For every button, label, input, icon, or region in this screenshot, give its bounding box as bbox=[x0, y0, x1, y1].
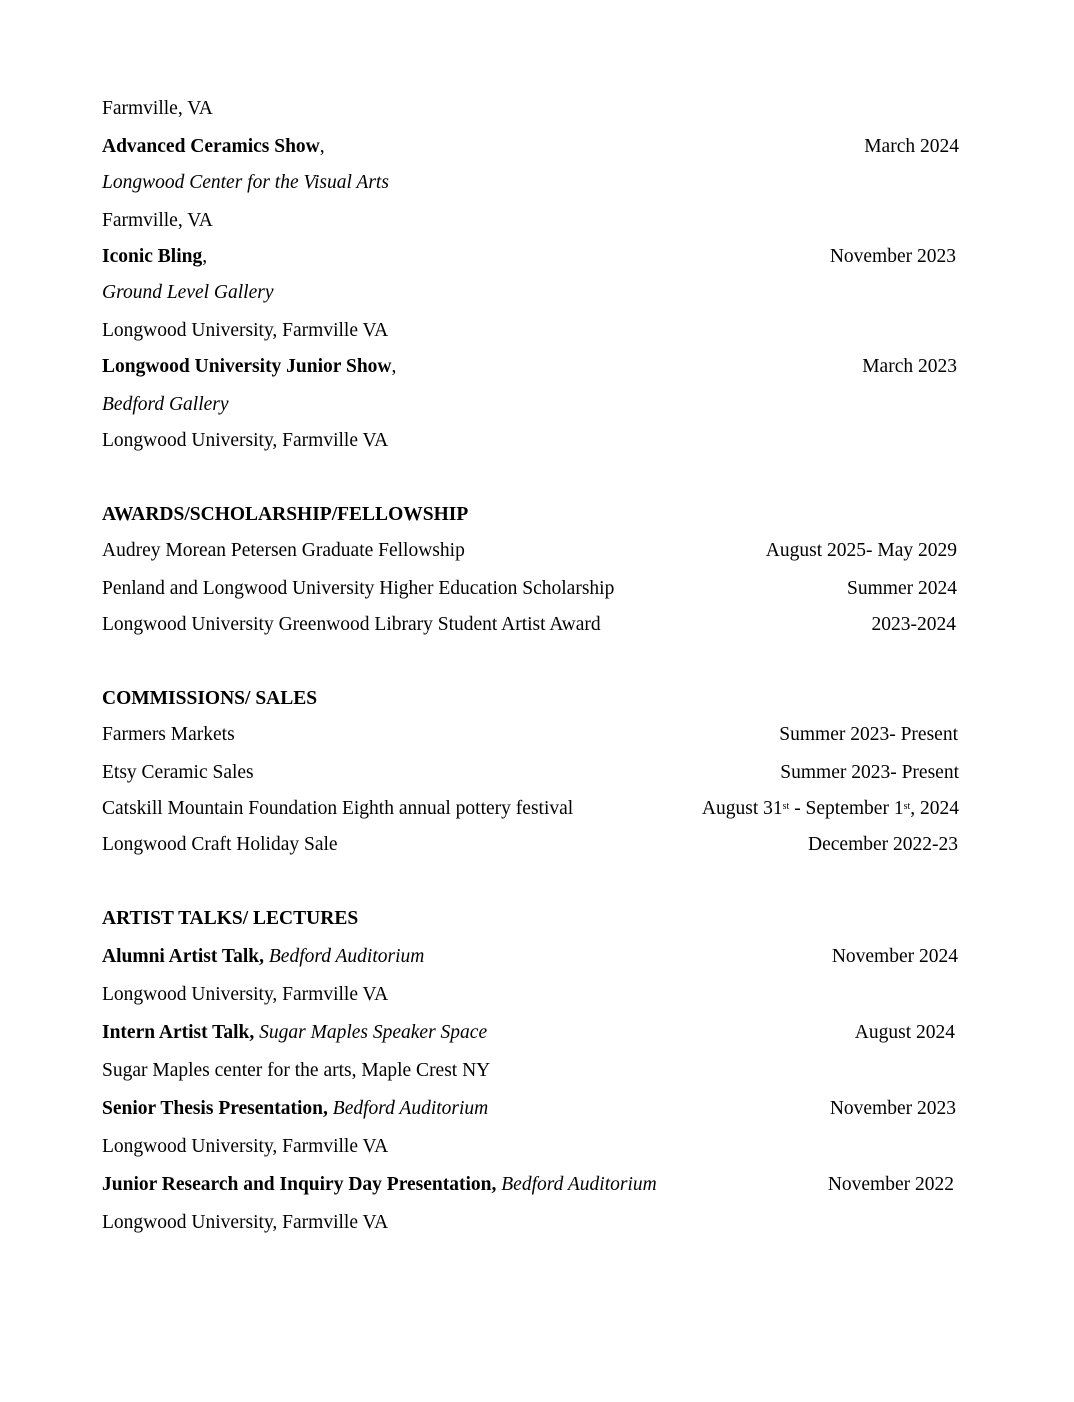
date-part: - September 1 bbox=[789, 798, 904, 819]
exhibition-date: March 2023 bbox=[862, 356, 957, 377]
commission-name: Farmers Markets bbox=[102, 724, 235, 745]
award-name: Audrey Morean Petersen Graduate Fellowship bbox=[102, 540, 465, 561]
award-date: 2023-2024 bbox=[871, 614, 956, 635]
exhibition-title-line bbox=[102, 245, 207, 269]
talk-date: November 2024 bbox=[831, 946, 958, 967]
exhibition-title: Iconic Bling bbox=[102, 246, 203, 267]
commission-date bbox=[702, 797, 959, 821]
ordinal-suffix: st bbox=[782, 801, 790, 812]
award-name: Penland and Longwood University Higher Education Scholarship bbox=[102, 578, 615, 599]
commission-name: Etsy Ceramic Sales bbox=[102, 762, 254, 783]
award-date: Summer 2024 bbox=[847, 578, 957, 599]
talk-venue: Sugar Maples Speaker Space bbox=[259, 1022, 488, 1043]
exhibition-venue: Bedford Gallery bbox=[102, 394, 229, 415]
exhibition-date: November 2023 bbox=[829, 246, 956, 267]
talk-title-line bbox=[102, 945, 424, 969]
exhibition-title-sep: , bbox=[391, 356, 397, 377]
exhibition-title: Advanced Ceramics Show bbox=[102, 136, 320, 157]
exhibition-location: Farmville, VA bbox=[102, 210, 213, 231]
talk-title: Alumni Artist Talk, bbox=[102, 946, 265, 967]
talk-location: Sugar Maples center for the arts, Maple Crest NY bbox=[102, 1060, 491, 1081]
section-heading-awards: AWARDS/SCHOLARSHIP/FELLOWSHIP bbox=[102, 504, 469, 525]
talk-venue: Bedford Auditorium bbox=[332, 1098, 489, 1119]
talk-title: Intern Artist Talk, bbox=[102, 1022, 255, 1043]
talk-title: Senior Thesis Presentation, bbox=[102, 1098, 328, 1119]
section-heading-talks: ARTIST TALKS/ LECTURES bbox=[102, 908, 359, 929]
award-date: August 2025- May 2029 bbox=[765, 540, 957, 561]
date-part: August 31 bbox=[701, 798, 783, 819]
exhibition-location: Longwood University, Farmville VA bbox=[102, 430, 389, 451]
exhibition-title-sep: , bbox=[319, 136, 325, 157]
exhibition-title-line bbox=[102, 135, 325, 159]
talk-venue: Bedford Auditorium bbox=[501, 1174, 657, 1195]
date-part: , 2024 bbox=[910, 798, 959, 819]
ordinal-suffix: st bbox=[903, 801, 911, 812]
talk-location: Longwood University, Farmville VA bbox=[102, 1136, 389, 1157]
commission-date: Summer 2023- Present bbox=[779, 724, 958, 745]
section-heading-commissions: COMMISSIONS/ SALES bbox=[102, 688, 318, 709]
commission-name: Longwood Craft Holiday Sale bbox=[102, 834, 338, 855]
talk-title-line bbox=[102, 1097, 488, 1121]
commission-date: Summer 2023- Present bbox=[780, 762, 959, 783]
talk-date: November 2023 bbox=[829, 1098, 956, 1119]
exhibition-title-sep: , bbox=[202, 246, 208, 267]
talk-location: Longwood University, Farmville VA bbox=[102, 1212, 389, 1233]
commission-name: Catskill Mountain Foundation Eighth annual pottery festival bbox=[102, 798, 574, 819]
talk-title-line bbox=[102, 1021, 487, 1045]
talk-date: August 2024 bbox=[854, 1022, 955, 1043]
talk-location: Longwood University, Farmville VA bbox=[102, 984, 389, 1005]
exhibition-venue: Longwood Center for the Visual Arts bbox=[102, 172, 389, 193]
exhibition-title-line bbox=[102, 355, 396, 379]
talk-title: Junior Research and Inquiry Day Presentation, bbox=[102, 1174, 497, 1195]
talk-date: November 2022 bbox=[827, 1174, 954, 1195]
commission-date: December 2022-23 bbox=[808, 834, 958, 855]
exhibition-venue: Ground Level Gallery bbox=[102, 282, 274, 303]
exhibition-date: March 2024 bbox=[864, 136, 959, 157]
talk-venue: Bedford Auditorium bbox=[268, 946, 425, 967]
exhibition-title: Longwood University Junior Show bbox=[102, 356, 392, 377]
exhibition-location: Longwood University, Farmville VA bbox=[102, 320, 389, 341]
exhibition-location: Farmville, VA bbox=[102, 98, 213, 119]
talk-title-line bbox=[102, 1173, 657, 1197]
award-name: Longwood University Greenwood Library Student Artist Award bbox=[102, 614, 601, 635]
